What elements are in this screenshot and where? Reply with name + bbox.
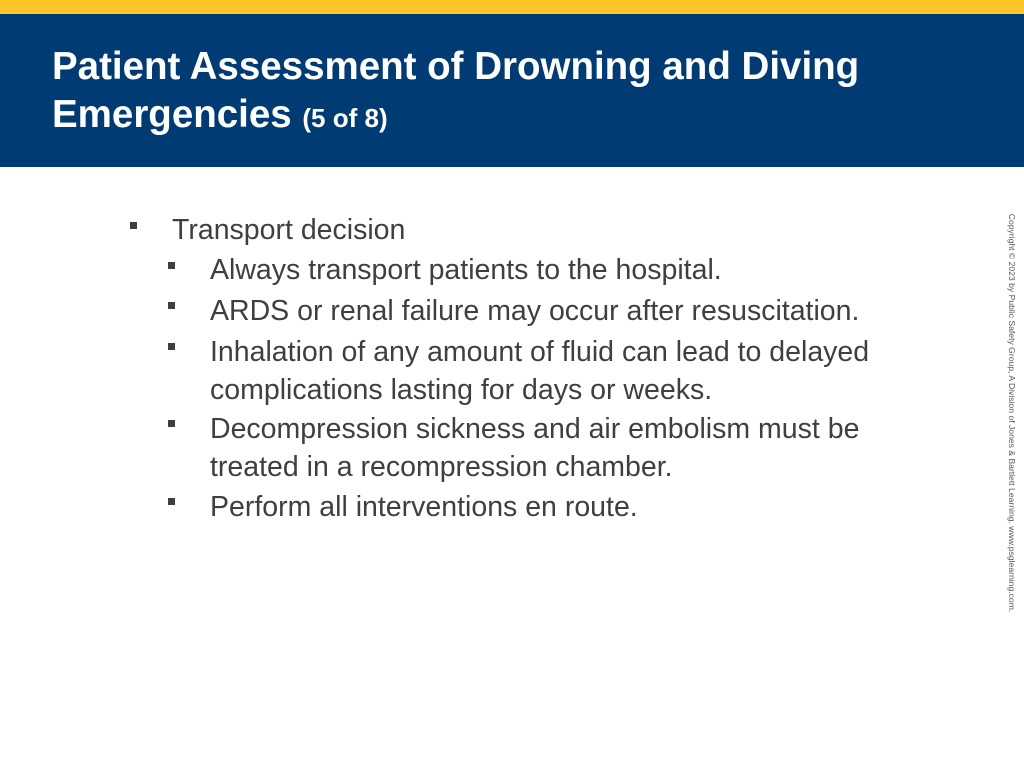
slide-counter: (5 of 8)	[302, 103, 388, 133]
sub-bullet-marker	[168, 498, 175, 505]
sub-bullet-item: Perform all interventions en route.	[210, 491, 638, 523]
sub-bullet-marker	[168, 420, 175, 427]
sub-bullet-marker	[168, 302, 175, 309]
sub-bullet-item: ARDS or renal failure may occur after resuscitation.	[210, 295, 860, 327]
slide-title-main: Patient Assessment of Drowning and Diving Emergencies	[52, 45, 860, 136]
sub-bullet-marker	[168, 262, 175, 269]
sub-bullet-item: Always transport patients to the hospital.	[210, 254, 722, 286]
sub-bullet-item: Decompression sickness and air embolism must be treated in a recompression chamber.	[210, 413, 860, 483]
copyright-notice: Copyright © 2023 by Public Safety Group, A Division of Jones & Bartlett Learning. www.psglearning.com.	[1007, 213, 1017, 613]
sub-bullet-marker	[168, 343, 175, 350]
sub-bullet-item: Inhalation of any amount of fluid can lead to delayed complications lasting for days or weeks.	[210, 336, 870, 406]
bullet-heading: Transport decision	[172, 214, 406, 246]
bullet-marker	[130, 222, 137, 229]
